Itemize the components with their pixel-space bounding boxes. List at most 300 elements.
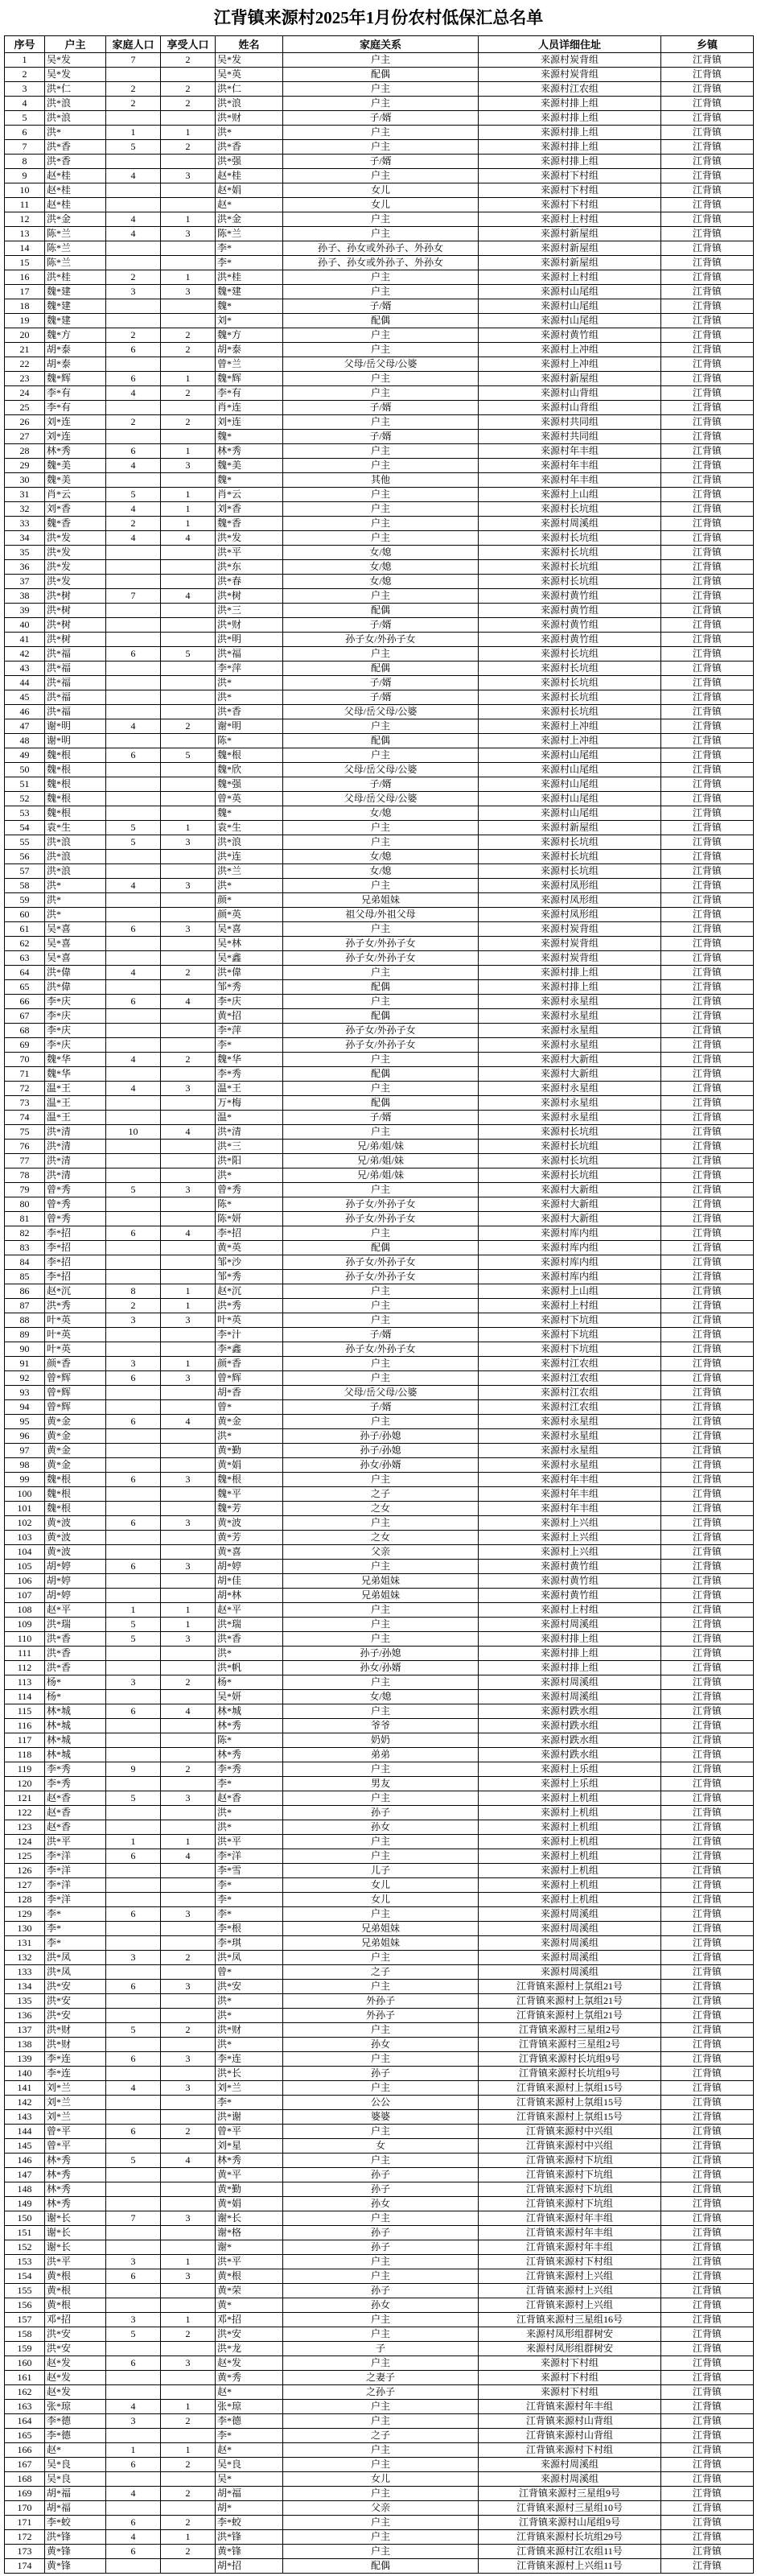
cell-beneficiaries: 2 — [161, 2023, 216, 2038]
cell-town: 江背镇 — [661, 575, 754, 589]
cell-beneficiaries: 1 — [161, 1618, 216, 1632]
cell-relation: 孙子/孙媳 — [283, 1647, 479, 1661]
cell-town: 江背镇 — [661, 879, 754, 893]
cell-relation: 子/婿 — [283, 299, 479, 314]
cell-no: 2 — [5, 68, 45, 82]
cell-name: 洪*金 — [216, 212, 283, 227]
cell-beneficiaries — [161, 1690, 216, 1704]
cell-address: 来源村库内组 — [479, 1270, 661, 1284]
cell-name: 洪*连 — [216, 850, 283, 864]
cell-address: 来源村库内组 — [479, 1241, 661, 1255]
cell-beneficiaries — [161, 2298, 216, 2313]
cell-family-size: 4 — [106, 879, 161, 893]
cell-household-head: 洪*福 — [45, 662, 106, 676]
cell-family-size: 6 — [106, 2516, 161, 2530]
cell-household-head: 李*庆 — [45, 1009, 106, 1024]
cell-family-size — [106, 618, 161, 633]
cell-relation: 父母/岳父母/公婆 — [283, 357, 479, 372]
cell-town: 江背镇 — [661, 676, 754, 690]
cell-household-head: 李*洋 — [45, 1864, 106, 1878]
cell-beneficiaries — [161, 1864, 216, 1878]
cell-name: 洪* — [216, 1168, 283, 1183]
cell-household-head: 魏*华 — [45, 1053, 106, 1067]
table-row — [5, 169, 754, 183]
cell-relation: 户主 — [283, 1516, 479, 1531]
cell-no: 90 — [5, 1342, 45, 1357]
cell-relation: 女/媳 — [283, 1690, 479, 1704]
cell-town: 江背镇 — [661, 1400, 754, 1415]
cell-household-head: 魏*建 — [45, 314, 106, 328]
cell-beneficiaries: 1 — [161, 372, 216, 386]
cell-beneficiaries — [161, 357, 216, 372]
cell-household-head: 黄*金 — [45, 1429, 106, 1444]
cell-relation: 子/婿 — [283, 111, 479, 126]
table-row — [5, 821, 754, 835]
cell-town: 江背镇 — [661, 1473, 754, 1487]
cell-no: 127 — [5, 1878, 45, 1893]
table-row — [5, 1096, 754, 1111]
cell-no: 144 — [5, 2125, 45, 2139]
cell-town: 江背镇 — [661, 1690, 754, 1704]
cell-relation: 孙女 — [283, 1820, 479, 1835]
cell-no: 30 — [5, 473, 45, 488]
cell-beneficiaries — [161, 1806, 216, 1820]
cell-address: 来源村上乐组 — [479, 1777, 661, 1791]
table-row — [5, 299, 754, 314]
cell-household-head: 洪*树 — [45, 604, 106, 618]
cell-household-head: 李*洋 — [45, 1849, 106, 1864]
table-row — [5, 1024, 754, 1038]
cell-address: 来源村黄竹组 — [479, 618, 661, 633]
cell-beneficiaries — [161, 908, 216, 922]
cell-household-head: 刘*兰 — [45, 2096, 106, 2110]
cell-beneficiaries: 4 — [161, 1415, 216, 1429]
cell-household-head: 林*城 — [45, 1733, 106, 1748]
cell-beneficiaries — [161, 777, 216, 792]
cell-town: 江背镇 — [661, 1125, 754, 1140]
cell-family-size: 4 — [106, 502, 161, 517]
cell-name: 洪*明 — [216, 633, 283, 647]
cell-household-head: 曾*辉 — [45, 1386, 106, 1400]
cell-no: 102 — [5, 1516, 45, 1531]
cell-name: 洪*兰 — [216, 864, 283, 879]
cell-household-head: 魏*香 — [45, 517, 106, 531]
cell-town: 江背镇 — [661, 2545, 754, 2559]
cell-relation: 奶奶 — [283, 1733, 479, 1748]
cell-relation: 户主 — [283, 386, 479, 401]
cell-no: 42 — [5, 647, 45, 662]
cell-no: 78 — [5, 1168, 45, 1183]
table-row — [5, 1082, 754, 1096]
cell-family-size: 6 — [106, 2545, 161, 2559]
cell-beneficiaries — [161, 1777, 216, 1791]
cell-household-head: 林*秀 — [45, 2154, 106, 2168]
cell-no: 97 — [5, 1444, 45, 1458]
cell-relation: 子/婿 — [283, 1111, 479, 1125]
cell-town: 江背镇 — [661, 2298, 754, 2313]
cell-name: 曾*英 — [216, 792, 283, 806]
cell-beneficiaries — [161, 401, 216, 415]
cell-family-size — [106, 2110, 161, 2125]
cell-relation: 户主 — [283, 1704, 479, 1719]
cell-beneficiaries — [161, 2197, 216, 2211]
cell-beneficiaries — [161, 2559, 216, 2574]
cell-household-head: 曾*平 — [45, 2139, 106, 2154]
table-row — [5, 2023, 754, 2038]
cell-beneficiaries — [161, 1922, 216, 1936]
cell-household-head: 李*秀 — [45, 1762, 106, 1777]
cell-relation: 户主 — [283, 2255, 479, 2269]
cell-family-size: 4 — [106, 386, 161, 401]
table-row — [5, 864, 754, 879]
cell-household-head: 胡*福 — [45, 2487, 106, 2501]
cell-relation: 户主 — [283, 2443, 479, 2458]
cell-address: 来源村上冲组 — [479, 719, 661, 734]
cell-family-size: 5 — [106, 835, 161, 850]
cell-beneficiaries — [161, 2067, 216, 2081]
cell-town: 江背镇 — [661, 1806, 754, 1820]
cell-relation: 孙子女/外孙子女 — [283, 1342, 479, 1357]
cell-relation: 兄/弟/姐/妹 — [283, 1154, 479, 1168]
cell-name: 曾*兰 — [216, 357, 283, 372]
cell-beneficiaries: 5 — [161, 748, 216, 763]
cell-household-head: 李*招 — [45, 1226, 106, 1241]
table-row — [5, 1400, 754, 1415]
cell-relation: 男友 — [283, 1777, 479, 1791]
cell-household-head: 黄*根 — [45, 2298, 106, 2313]
cell-address: 来源村新屋组 — [479, 241, 661, 256]
cell-address: 来源村长坑组 — [479, 1168, 661, 1183]
cell-family-size — [106, 690, 161, 705]
table-row — [5, 2110, 754, 2125]
cell-name: 温*王 — [216, 1082, 283, 1096]
cell-name: 洪*安 — [216, 2327, 283, 2342]
cell-household-head: 洪*金 — [45, 212, 106, 227]
cell-family-size: 5 — [106, 1618, 161, 1632]
cell-address: 来源村上机组 — [479, 1849, 661, 1864]
table-row — [5, 1444, 754, 1458]
cell-no: 155 — [5, 2284, 45, 2298]
cell-no: 116 — [5, 1719, 45, 1733]
table-row — [5, 517, 754, 531]
cell-address: 江背镇来源村上兴组 — [479, 2284, 661, 2298]
cell-town: 江背镇 — [661, 386, 754, 401]
cell-household-head: 洪*福 — [45, 676, 106, 690]
cell-address: 来源村黄竹组 — [479, 1560, 661, 1574]
cell-name: 张*琼 — [216, 2400, 283, 2414]
cell-relation: 户主 — [283, 2530, 479, 2545]
cell-relation: 户主 — [283, 1415, 479, 1429]
cell-relation: 户主 — [283, 1313, 479, 1328]
cell-address: 来源村排上组 — [479, 966, 661, 980]
cell-no: 58 — [5, 879, 45, 893]
table-row — [5, 1719, 754, 1733]
cell-name: 李*庆 — [216, 995, 283, 1009]
cell-no: 25 — [5, 401, 45, 415]
table-row — [5, 1473, 754, 1487]
cell-name: 李* — [216, 1777, 283, 1791]
cell-relation: 子/婿 — [283, 1328, 479, 1342]
cell-beneficiaries — [161, 662, 216, 676]
cell-family-size — [106, 1487, 161, 1502]
table-row — [5, 806, 754, 821]
cell-name: 洪* — [216, 2038, 283, 2052]
cell-no: 28 — [5, 444, 45, 459]
cell-relation: 户主 — [283, 140, 479, 155]
cell-family-size: 10 — [106, 1125, 161, 1140]
cell-no: 63 — [5, 951, 45, 966]
cell-no: 31 — [5, 488, 45, 502]
cell-relation: 配偶 — [283, 314, 479, 328]
cell-beneficiaries: 3 — [161, 1560, 216, 1574]
cell-no: 9 — [5, 169, 45, 183]
cell-address: 江背镇来源村上氛组21号 — [479, 1994, 661, 2009]
cell-name: 胡*招 — [216, 2559, 283, 2574]
cell-address: 来源村周溪组 — [479, 2472, 661, 2487]
cell-household-head: 黄*根 — [45, 2269, 106, 2284]
cell-town: 江背镇 — [661, 1429, 754, 1444]
table-row — [5, 1342, 754, 1357]
cell-town: 江背镇 — [661, 212, 754, 227]
table-row — [5, 2458, 754, 2472]
cell-address: 江背镇来源村三星组9号 — [479, 2487, 661, 2501]
table-row — [5, 343, 754, 357]
table-row — [5, 1226, 754, 1241]
cell-town: 江背镇 — [661, 1009, 754, 1024]
table-row — [5, 1516, 754, 1531]
cell-family-size: 3 — [106, 2255, 161, 2269]
cell-relation: 配偶 — [283, 1241, 479, 1255]
table-row — [5, 2226, 754, 2240]
cell-address: 来源村周溪组 — [479, 1922, 661, 1936]
cell-name: 魏*根 — [216, 1473, 283, 1487]
cell-household-head: 洪*清 — [45, 1125, 106, 1140]
cell-town: 江背镇 — [661, 777, 754, 792]
cell-address: 来源村凤形组 — [479, 893, 661, 908]
cell-town: 江背镇 — [661, 285, 754, 299]
cell-relation: 女儿 — [283, 1893, 479, 1907]
cell-household-head: 魏*根 — [45, 777, 106, 792]
table-row — [5, 1922, 754, 1936]
cell-family-size: 5 — [106, 140, 161, 155]
cell-household-head: 温*王 — [45, 1096, 106, 1111]
cell-beneficiaries: 1 — [161, 1299, 216, 1313]
cell-name: 吴*英 — [216, 68, 283, 82]
cell-address: 江背镇来源村上兴组11号 — [479, 2559, 661, 2574]
cell-no: 118 — [5, 1748, 45, 1762]
table-row — [5, 2154, 754, 2168]
cell-name: 刘* — [216, 314, 283, 328]
table-row — [5, 1618, 754, 1632]
cell-beneficiaries: 1 — [161, 1284, 216, 1299]
cell-family-size — [106, 806, 161, 821]
cell-town: 江背镇 — [661, 1024, 754, 1038]
cell-household-head: 李*秀 — [45, 1777, 106, 1791]
table-row — [5, 1965, 754, 1980]
cell-relation: 户主 — [283, 2356, 479, 2371]
cell-town: 江背镇 — [661, 1342, 754, 1357]
cell-name: 洪*浪 — [216, 97, 283, 111]
cell-town: 江背镇 — [661, 2154, 754, 2168]
cell-beneficiaries: 2 — [161, 2516, 216, 2530]
cell-address: 江背镇来源村长坑组9号 — [479, 2067, 661, 2081]
cell-no: 148 — [5, 2182, 45, 2197]
cell-no: 1 — [5, 53, 45, 68]
cell-family-size: 3 — [106, 2414, 161, 2429]
cell-no: 10 — [5, 183, 45, 198]
cell-no: 29 — [5, 459, 45, 473]
table-row — [5, 1053, 754, 1067]
cell-beneficiaries: 1 — [161, 1603, 216, 1618]
cell-relation: 孙子/孙媳 — [283, 1429, 479, 1444]
cell-relation: 弟弟 — [283, 1748, 479, 1762]
cell-no: 150 — [5, 2211, 45, 2226]
cell-household-head: 魏*根 — [45, 748, 106, 763]
table-row — [5, 212, 754, 227]
table-row — [5, 633, 754, 647]
cell-beneficiaries — [161, 2096, 216, 2110]
cell-family-size — [106, 2385, 161, 2400]
cell-name: 黄*锋 — [216, 2545, 283, 2559]
cell-address: 来源村山尾组 — [479, 806, 661, 821]
cell-address: 来源村排上组 — [479, 155, 661, 169]
cell-household-head: 洪*发 — [45, 546, 106, 560]
cell-household-head: 胡*婷 — [45, 1589, 106, 1603]
cell-town: 江背镇 — [661, 1618, 754, 1632]
cell-beneficiaries: 2 — [161, 1675, 216, 1690]
cell-family-size: 6 — [106, 1226, 161, 1241]
cell-beneficiaries: 4 — [161, 1704, 216, 1719]
cell-household-head: 赵*发 — [45, 2371, 106, 2385]
cell-relation: 子/婿 — [283, 1400, 479, 1415]
cell-no: 99 — [5, 1473, 45, 1487]
cell-household-head: 魏*建 — [45, 299, 106, 314]
cell-address: 来源村上村组 — [479, 1299, 661, 1313]
cell-family-size — [106, 1458, 161, 1473]
cell-family-size — [106, 1342, 161, 1357]
cell-family-size: 2 — [106, 82, 161, 97]
cell-family-size — [106, 1878, 161, 1893]
cell-town: 江背镇 — [661, 792, 754, 806]
cell-name: 魏* — [216, 473, 283, 488]
cell-relation: 户主 — [283, 1082, 479, 1096]
cell-no: 154 — [5, 2269, 45, 2284]
cell-town: 江背镇 — [661, 2371, 754, 2385]
cell-family-size — [106, 155, 161, 169]
cell-beneficiaries: 3 — [161, 1082, 216, 1096]
cell-family-size: 5 — [106, 2154, 161, 2168]
cell-household-head: 黄*金 — [45, 1458, 106, 1473]
cell-no: 135 — [5, 1994, 45, 2009]
cell-no: 119 — [5, 1762, 45, 1777]
cell-beneficiaries — [161, 1965, 216, 1980]
table-row — [5, 1589, 754, 1603]
table-row — [5, 473, 754, 488]
cell-address: 江背镇来源村年丰组 — [479, 2211, 661, 2226]
cell-town: 江背镇 — [661, 1415, 754, 1429]
cell-relation: 户主 — [283, 748, 479, 763]
cell-relation: 户主 — [283, 1053, 479, 1067]
cell-beneficiaries — [161, 1574, 216, 1589]
cell-town: 江背镇 — [661, 1270, 754, 1284]
cell-address: 来源村新屋组 — [479, 227, 661, 241]
cell-no: 66 — [5, 995, 45, 1009]
cell-town: 江背镇 — [661, 995, 754, 1009]
cell-relation: 女/媳 — [283, 850, 479, 864]
table-row — [5, 2211, 754, 2226]
cell-no: 93 — [5, 1386, 45, 1400]
cell-household-head: 洪*偉 — [45, 966, 106, 980]
cell-name: 颜* — [216, 893, 283, 908]
page-title: 江背镇来源村2025年1月份农村低保汇总名单 — [213, 8, 544, 27]
cell-relation: 兄弟姐妹 — [283, 1936, 479, 1951]
cell-family-size — [106, 1444, 161, 1458]
table-row — [5, 1241, 754, 1255]
cell-town: 江背镇 — [661, 241, 754, 256]
cell-town: 江背镇 — [661, 2023, 754, 2038]
cell-relation: 孙子女/外孙子女 — [283, 951, 479, 966]
cell-beneficiaries — [161, 792, 216, 806]
cell-town: 江背镇 — [661, 1951, 754, 1965]
cell-household-head: 黄*根 — [45, 2284, 106, 2298]
cell-name: 赵*香 — [216, 1791, 283, 1806]
cell-household-head: 洪*安 — [45, 2327, 106, 2342]
cell-beneficiaries: 1 — [161, 2530, 216, 2545]
cell-address: 来源村山尾组 — [479, 299, 661, 314]
cell-relation: 户主 — [283, 2313, 479, 2327]
cell-family-size: 3 — [106, 1357, 161, 1371]
cell-no: 22 — [5, 357, 45, 372]
cell-family-size: 5 — [106, 2023, 161, 2038]
cell-household-head: 魏*根 — [45, 806, 106, 821]
cell-relation: 外孙子 — [283, 2009, 479, 2023]
cell-no: 88 — [5, 1313, 45, 1328]
cell-beneficiaries: 3 — [161, 1183, 216, 1197]
cell-town: 江背镇 — [661, 2269, 754, 2284]
cell-town: 江背镇 — [661, 2356, 754, 2371]
cell-household-head: 谢*长 — [45, 2211, 106, 2226]
cell-name: 洪*香 — [216, 1632, 283, 1647]
cell-beneficiaries — [161, 1936, 216, 1951]
table-row — [5, 2443, 754, 2458]
cell-name: 魏*美 — [216, 459, 283, 473]
table-row — [5, 2168, 754, 2182]
table-row — [5, 2096, 754, 2110]
cell-relation: 孙女 — [283, 2197, 479, 2211]
cell-name: 赵* — [216, 2385, 283, 2400]
cell-family-size — [106, 560, 161, 575]
table-row — [5, 53, 754, 68]
cell-relation: 之妻子 — [283, 2371, 479, 2385]
cell-address: 来源村跌水组 — [479, 1748, 661, 1762]
cell-relation: 孙子 — [283, 2226, 479, 2240]
cell-family-size: 4 — [106, 169, 161, 183]
table-row — [5, 1690, 754, 1704]
cell-address: 来源村江农组 — [479, 1357, 661, 1371]
cell-relation: 孙子女/外孙子女 — [283, 1024, 479, 1038]
cell-family-size: 3 — [106, 285, 161, 299]
cell-address: 来源村跌水组 — [479, 1704, 661, 1719]
cell-family-size: 2 — [106, 517, 161, 531]
cell-beneficiaries — [161, 1140, 216, 1154]
cell-family-size: 4 — [106, 1082, 161, 1096]
cell-town: 江背镇 — [661, 618, 754, 633]
cell-name: 洪*阳 — [216, 1154, 283, 1168]
cell-name: 颜*香 — [216, 1357, 283, 1371]
cell-address: 来源村黄竹组 — [479, 1589, 661, 1603]
cell-beneficiaries — [161, 1661, 216, 1675]
cell-relation: 孙子、孙女或外孙子、外孙女 — [283, 256, 479, 270]
